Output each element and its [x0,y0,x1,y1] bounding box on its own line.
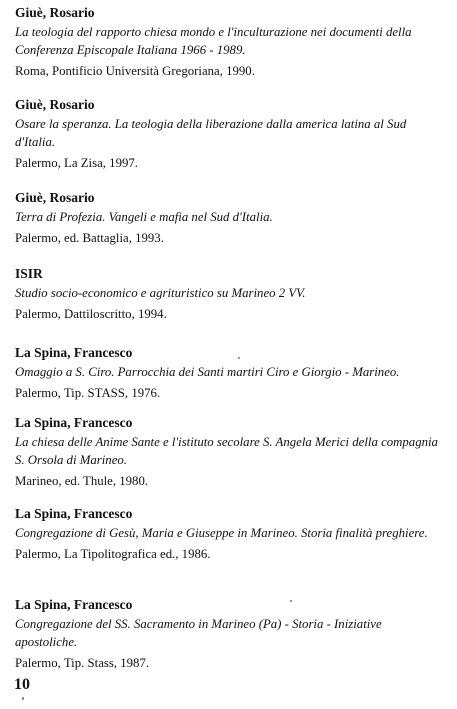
bibliography-entry [15,344,447,402]
entry-publication: Roma, Pontificio Università Gregoriana, 1990. [15,64,255,78]
entry-publication: Palermo, Tip. STASS, 1976. [15,386,161,400]
entry-publication: Palermo, ed. Battaglia, 1993. [15,231,164,245]
bibliography-entry [15,505,447,563]
entry-title: La teologia del rapporto chiesa mondo e l'inculturazione nei documenti della Conferenza Episcopale Italiana 1966 - 1989. [15,25,412,57]
scan-speck [22,697,24,700]
bibliography-entry [15,189,447,247]
scan-speck [238,357,240,359]
entry-author: Giuè, Rosario [15,190,95,205]
entry-author: La Spina, Francesco [15,345,133,360]
entry-author: La Spina, Francesco [15,506,133,521]
entry-author: Giuè, Rosario [15,5,95,20]
entry-title: Omaggio a S. Ciro. Parrocchia dei Santi martiri Ciro e Giorgio - Marineo. [15,365,400,379]
bibliography-entry [15,96,447,172]
entry-publication: Palermo, Dattiloscritto, 1994. [15,307,167,321]
bibliography-entry [15,4,447,80]
entry-author: La Spina, Francesco [15,415,133,430]
entry-title: Terra di Profezia. Vangeli e mafia nel Sud d'Italia. [15,210,273,224]
entry-publication: Marineo, ed. Thule, 1980. [15,474,149,488]
entry-title: Osare la speranza. La teologia della liberazione dalla america latina al Sud d'Italia. [15,117,407,149]
entry-publication: Palermo, La Tipolitografica ed., 1986. [15,547,211,561]
bibliography-entry [15,596,447,672]
entry-author: ISIR [15,266,43,281]
entry-author: Giuè, Rosario [15,97,95,112]
page-number: 10 [14,676,30,693]
entry-author: La Spina, Francesco [15,597,133,612]
scan-speck [290,600,292,602]
entry-title: Congregazione di Gesù, Maria e Giuseppe in Marineo. Storia finalità preghiere. [15,526,428,540]
entry-publication: Palermo, La Zisa, 1997. [15,156,138,170]
entry-title: La chiesa delle Anime Sante e l'istituto secolare S. Angela Merici della compagnia S. Orsola di Marineo. [15,435,438,467]
bibliography-entry [15,414,447,490]
bibliography-entry [15,265,447,323]
entry-publication: Palermo, Tip. Stass, 1987. [15,656,150,670]
entry-title: Studio socio-economico e agrituristico su Marineo 2 VV. [15,286,306,300]
entry-title: Congregazione del SS. Sacramento in Marineo (Pa) - Storia - Iniziative apostoliche. [15,617,382,649]
